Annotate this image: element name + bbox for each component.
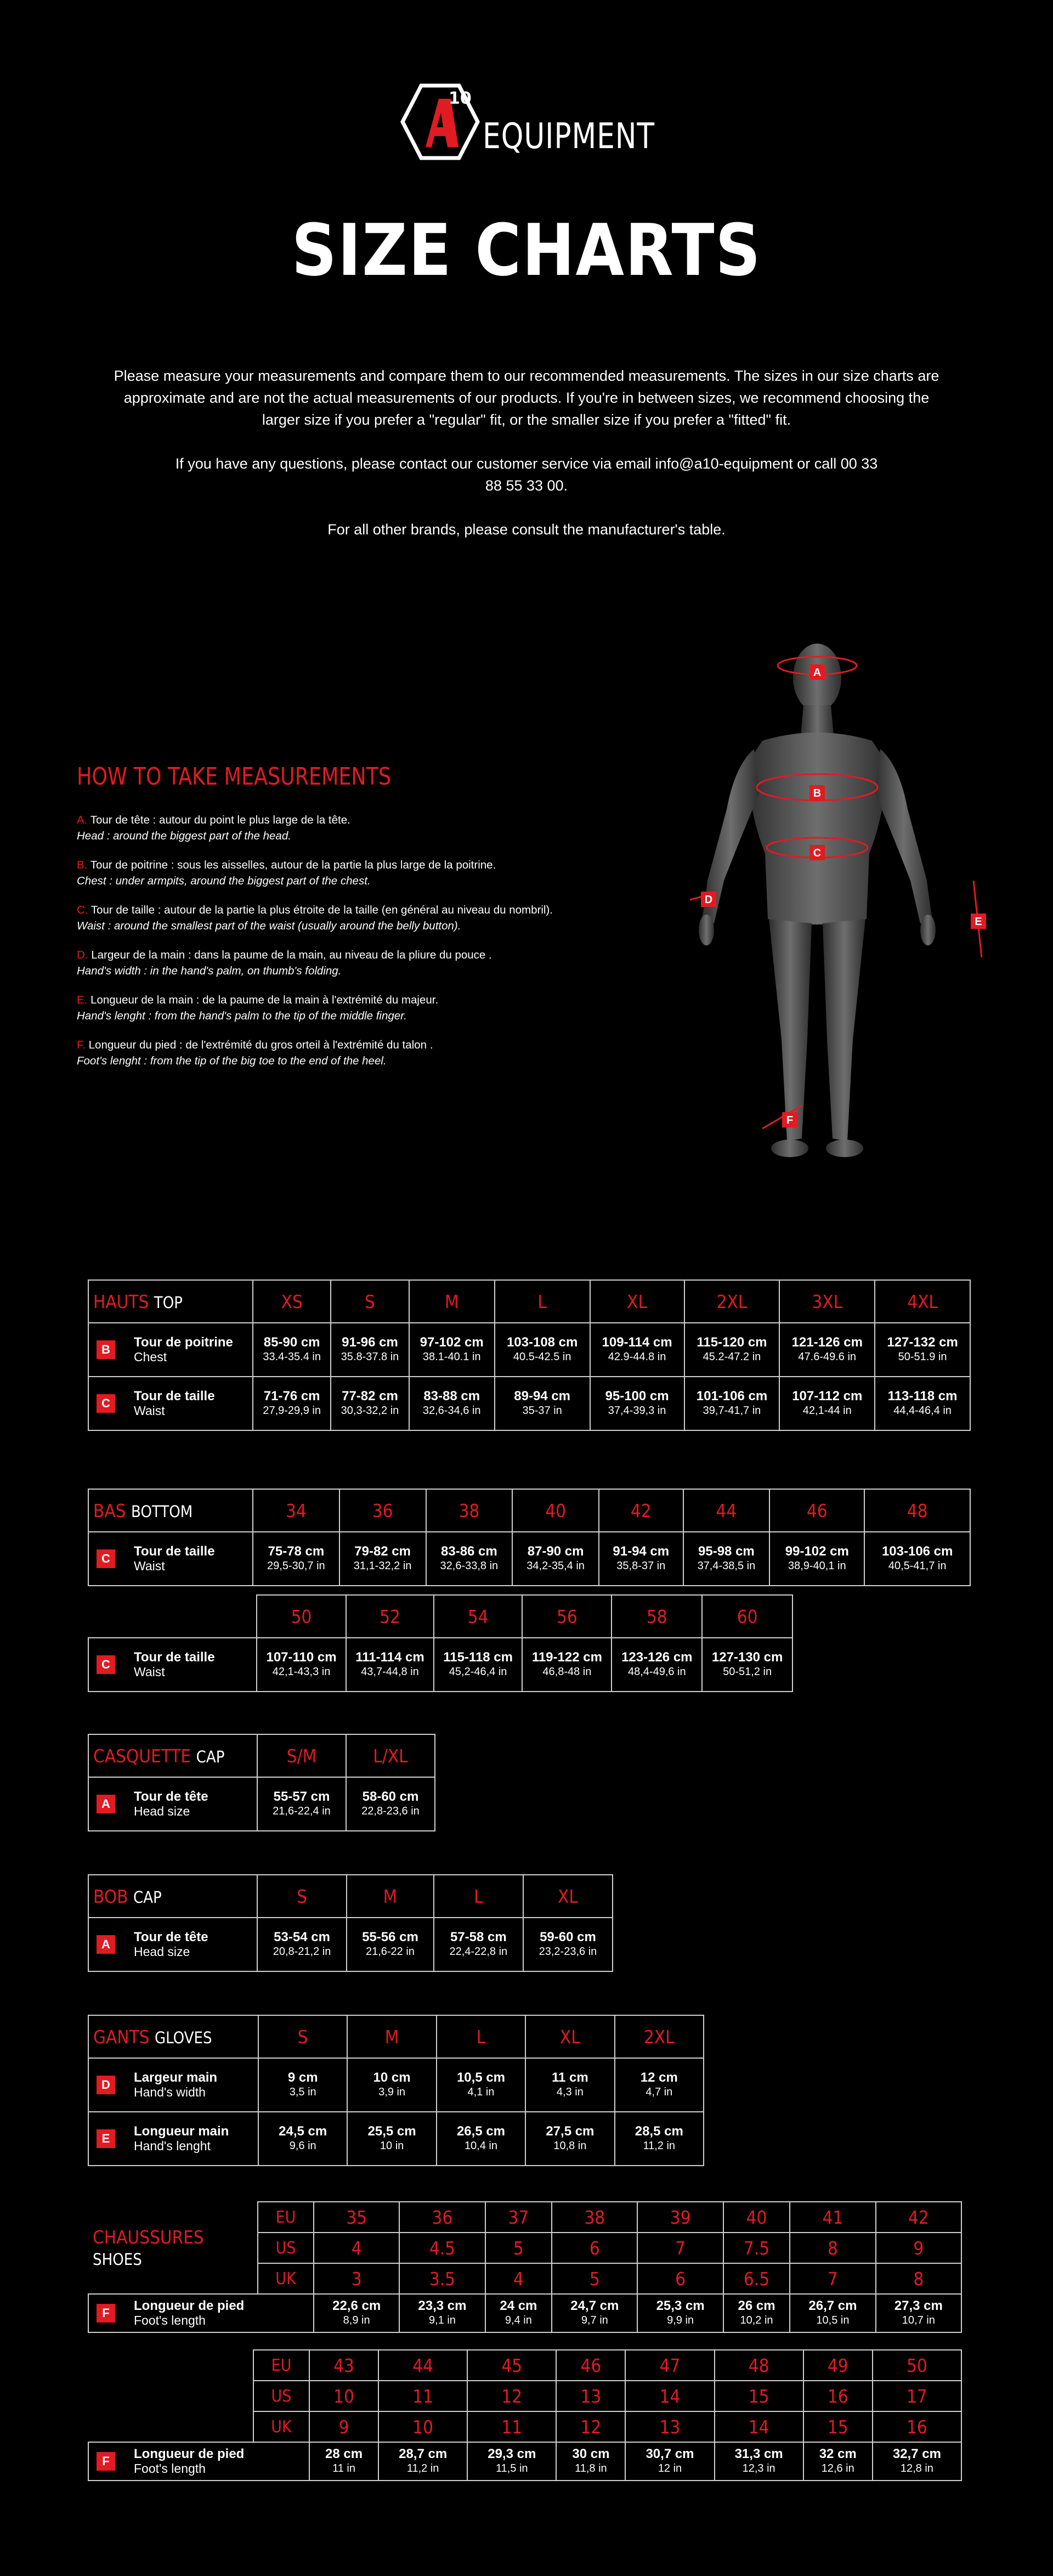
table-header-row [88,1734,435,1777]
size-header: 2XL [615,2015,704,2058]
table-cell: 95-100 cm 37,4-39,3 in [590,1377,684,1430]
table-cell: 123-126 cm 48,4-49,6 in [612,1638,702,1692]
size-header: M [347,2015,436,2058]
table-title-fr: CASQUETTE [93,1745,191,1767]
table-cell: 26,5 cm 10,4 in [437,2112,525,2166]
measurement-badge: C [97,1549,115,1568]
table-cell: 27,3 cm 10,7 in [876,2294,961,2332]
table-cell: 59-60 cm 23,2-23,6 in [523,1918,613,1971]
table-row [88,1532,970,1586]
table-cell: 77-82 cm 30,3-32,2 in [331,1377,409,1430]
size-header: 58 [612,1595,702,1638]
row-label-en: Hand's width [134,2085,206,2099]
size-header: 3XL [779,1280,875,1323]
table-title-fr: BOB [93,1885,128,1907]
table-cell: 113-118 cm 44,4-46,4 in [875,1377,970,1430]
table-cell: 95-98 cm 37,4-38,5 in [683,1532,770,1586]
size-header: L/XL [346,1734,435,1777]
size-header: 54 [434,1595,522,1638]
size-header: 45 [467,2350,556,2381]
table-header-row [88,2350,961,2381]
measurement-key: E. [77,994,88,1006]
region-header-us: US [253,2381,309,2411]
intro-paragraph-1: Please measure your measurements and compare them to our recommended measurements. The sizes in our size charts are approximate and are not the actual measurements of our products. If you're in between sizes, we recommend choosing the larger size if you prefer a "regular" fit, or the smaller size if you prefer a "fitted" fit. [114,368,939,428]
svg-text:A: A [813,667,822,679]
row-label-fr: Tour de poitrine [134,1335,233,1350]
measurement-en: Hand's width : in the hand's palm, on thumb's folding. [77,965,342,977]
size-header: S [258,2015,347,2058]
measurement-badge: C [97,1655,115,1674]
measurement-fr: Tour de taille : autour de la partie la plus étroite de la taille (en général au niveau du nombril). [88,904,553,916]
size-header: 50 [257,1595,346,1638]
size-header: L [437,2015,525,2058]
empty-corner [88,2350,253,2442]
size-header: 36 [339,1489,426,1532]
measurement-en: Head : around the biggest part of the head. [77,830,291,842]
bottoms-size-table [88,1489,971,1586]
size-header: 8 [790,2233,875,2263]
table-cell: 89-94 cm 35-37 in [495,1377,590,1430]
table-title [88,1489,253,1532]
region-header-uk: UK [253,2411,309,2442]
measurements-title: HOW TO TAKE MEASUREMENTS [77,763,392,791]
size-header: 6 [552,2233,637,2263]
measurement-badge: E [97,2129,115,2148]
table-cell: 9 cm 3,5 in [258,2058,347,2112]
table-cell: 115-118 cm 45,2-46,4 in [434,1638,522,1692]
size-header: 7 [637,2233,723,2263]
table-row [88,2058,704,2112]
table-cell: 11 cm 4,3 in [525,2058,614,2112]
measurement-item-d [77,947,680,979]
shoes-size-table-2 [88,2349,962,2481]
table-title-en: CAP [196,1747,225,1766]
row-label-en: Chest [134,1350,167,1364]
size-header: 13 [625,2411,714,2442]
row-label-fr: Tour de taille [134,1389,215,1403]
measurement-item-b [77,857,680,889]
row-label [88,1638,257,1692]
size-header: 40 [512,1489,599,1532]
size-header: 37 [485,2202,552,2233]
size-header: L [434,1875,523,1918]
table-cell: 127-132 cm 50-51.9 in [875,1323,970,1377]
table-title-fr: HAUTS [93,1290,149,1312]
measurement-fr: Longueur de la main : de la paume de la main à l'extrémité du majeur. [87,994,439,1006]
table-cell: 75-78 cm 29,5-30,7 in [253,1532,339,1586]
size-header: 14 [715,2411,803,2442]
table-cell: 87-90 cm 34,2-35,4 in [512,1532,599,1586]
svg-text:B: B [813,787,822,799]
row-label-fr: Largeur main [134,2070,218,2085]
size-header: 4.5 [399,2233,485,2263]
table-cell: 31,3 cm 12,3 in [715,2442,803,2481]
table-cell: 28,5 cm 11,2 in [615,2112,704,2166]
table-cell: 24 cm 9,4 in [485,2294,552,2332]
table-cell: 107-110 cm 42,1-43,3 in [257,1638,346,1692]
table-row [88,2112,704,2166]
size-header: S [257,1875,347,1918]
size-header: 13 [556,2381,625,2411]
measurement-fr: Tour de tête : autour du point le plus large de la tête. [87,814,350,826]
table-title [88,1875,257,1918]
row-label [88,2294,314,2332]
table-cell: 107-112 cm 42,1-44 in [779,1377,875,1430]
table-cell: 30 cm 11,8 in [556,2442,625,2481]
table-cell: 127-130 cm 50-51,2 in [702,1638,792,1692]
row-label-en: Foot's length [134,2461,206,2476]
table-row [88,1918,613,1971]
size-header: 34 [253,1489,339,1532]
size-header: 60 [702,1595,792,1638]
size-header: 46 [769,1489,864,1532]
size-header: 7 [790,2263,875,2294]
table-title [88,2015,258,2058]
size-header: 42 [876,2202,961,2233]
size-header: 10 [378,2411,467,2442]
table-cell: 91-94 cm 35,8-37 in [599,1532,683,1586]
size-header: 9 [876,2233,961,2263]
svg-text:F: F [786,1114,794,1126]
table-title-en: BOTTOM [131,1502,193,1521]
table-cell: 55-56 cm 21,6-22 in [347,1918,434,1971]
measurement-badge: C [97,1394,115,1413]
table-cell: 30,7 cm 12 in [625,2442,714,2481]
size-header: 6 [637,2263,723,2294]
table-cell: 26 cm 10,2 in [723,2294,790,2332]
size-header: 43 [309,2350,378,2381]
table-header-row [88,1875,613,1918]
table-title-fr: CHAUSSURES [93,2226,204,2248]
table-cell: 12 cm 4,7 in [615,2058,704,2112]
measurement-key: F. [77,1039,86,1051]
row-label-fr: Longueur main [134,2124,229,2139]
size-header: 44 [683,1489,770,1532]
table-cell: 10 cm 3,9 in [347,2058,436,2112]
size-header: 2XL [684,1280,780,1323]
size-header: S [331,1280,409,1323]
table-row [88,1638,792,1692]
table-title-en: SHOES [93,2250,142,2269]
row-label-fr: Tour de tête [134,1789,208,1804]
table-title-en: GLOVES [154,2028,212,2047]
size-header: 8 [876,2263,961,2294]
measurement-fr: Largeur de la main : dans la paume de la main, au niveau de la pliure du pouce . [88,949,492,961]
size-header: 3.5 [399,2263,485,2294]
measurement-item-c [77,902,680,934]
size-header: 49 [803,2350,873,2381]
table-cell: 29,3 cm 11,5 in [467,2442,556,2481]
table-cell: 111-114 cm 43,7-44,8 in [346,1638,434,1692]
table-cell: 103-106 cm 40,5-41,7 in [864,1532,970,1586]
row-label [88,2442,309,2481]
table-header-row [88,2202,961,2233]
table-header-row [88,1280,970,1323]
region-header-us: US [258,2233,314,2263]
measurement-item-a [77,812,680,844]
row-label [88,1377,253,1430]
measurement-item-e [77,992,680,1024]
row-label-fr: Longueur de pied [134,2298,245,2313]
size-header: XL [525,2015,614,2058]
size-header: 38 [426,1489,513,1532]
row-label [88,1323,253,1377]
table-cell: 97-102 cm 38.1-40.1 in [409,1323,495,1377]
table-title [88,2202,258,2294]
size-header: 40 [723,2202,790,2233]
size-header: 48 [864,1489,970,1532]
row-label-fr: Tour de taille [134,1544,215,1559]
measurement-key: A. [77,814,88,826]
table-row [88,1323,970,1377]
size-header: 16 [803,2381,873,2411]
measurement-badge: F [97,2304,115,2323]
row-label [88,2058,258,2112]
table-cell: 99-102 cm 38,9-40,1 in [769,1532,864,1586]
table-title [88,1734,257,1777]
size-header: 4 [314,2233,399,2263]
table-title-fr: GANTS [93,2026,150,2048]
table-title-fr: BAS [93,1500,126,1521]
size-header: 4XL [875,1280,970,1323]
bottoms-size-table-2 [88,1594,793,1692]
table-cell: 23,3 cm 9,1 in [399,2294,485,2332]
size-header: 16 [873,2411,961,2442]
table-cell: 57-58 cm 22,4-22,8 in [434,1918,523,1971]
measurement-badge: A [97,1795,115,1813]
size-header: S/M [257,1734,346,1777]
table-cell: 26,7 cm 10,5 in [790,2294,875,2332]
svg-text:D: D [704,894,713,906]
size-header: 12 [556,2411,625,2442]
measurement-en: Chest : under armpits, around the biggest part of the chest. [77,875,371,887]
table-cell: 25,5 cm 10 in [347,2112,436,2166]
region-header-eu: EU [253,2350,309,2381]
row-label [88,2112,258,2166]
size-header: 50 [873,2350,961,2381]
size-header: 15 [803,2411,873,2442]
row-label-en: Waist [134,1403,165,1418]
row-label-en: Hand's lenght [134,2139,211,2153]
row-label-fr: Tour de tête [134,1930,208,1944]
size-header: 7.5 [723,2233,790,2263]
cap-size-table [88,1734,435,1831]
table-row [88,1777,435,1831]
table-cell: 115-120 cm 45.2-47.2 in [684,1323,780,1377]
logo-wordmark: EQUIPMENT [483,116,655,157]
size-header: 3 [314,2263,399,2294]
row-label-en: Head size [134,1944,190,1959]
svg-text:E: E [975,916,982,928]
measurement-en: Foot's lenght : from the tip of the big toe to the end of the heel. [77,1055,387,1067]
size-header: 14 [625,2381,714,2411]
row-label-en: Waist [134,1665,165,1679]
measurement-en: Hand's lenght : from the hand's palm to the tip of the middle finger. [77,1010,407,1022]
page-title: SIZE CHARTS [291,208,762,292]
table-cell: 28 cm 11 in [309,2442,378,2481]
human-figure-illustration [653,623,1004,1204]
size-header: 38 [552,2202,637,2233]
region-header-eu: EU [258,2202,314,2233]
table-cell: 24,5 cm 9,6 in [258,2112,347,2166]
row-label-en: Head size [134,1804,190,1818]
measurement-key: C. [77,904,88,916]
size-header: 44 [378,2350,467,2381]
table-cell: 55-57 cm 21,6-22,4 in [257,1777,346,1831]
tops-size-table [88,1279,971,1431]
shoes-size-table [88,2201,962,2333]
size-header: 52 [346,1595,434,1638]
row-label [88,1777,257,1831]
measurement-item-f [77,1037,680,1069]
measurement-fr: Longueur du pied : de l'extrémité du gros orteil à l'extrémité du talon . [85,1039,433,1051]
row-label-fr: Tour de taille [134,1650,215,1665]
row-label-en: Waist [134,1559,165,1573]
table-cell: 10,5 cm 4,1 in [437,2058,525,2112]
size-header: 15 [715,2381,803,2411]
size-header: 11 [378,2381,467,2411]
table-cell: 32,7 cm 12,8 in [873,2442,961,2481]
table-row [88,2294,961,2332]
table-title-en: CAP [133,1887,162,1907]
table-title [88,1280,253,1323]
svg-text:C: C [813,847,822,859]
empty-corner [88,1595,257,1638]
size-header: 56 [522,1595,612,1638]
size-header: 5 [485,2233,552,2263]
table-cell: 79-82 cm 31,1-32,2 in [339,1532,426,1586]
size-header: 35 [314,2202,399,2233]
measurement-en: Waist : around the smallest part of the waist (usually around the belly button). [77,920,461,932]
intro-paragraph-2: If you have any questions, please contact our customer service via email info@a10-equipment or call 00 33 88 55 33 00. [175,455,878,494]
size-header: XL [523,1875,613,1918]
table-cell: 53-54 cm 20,8-21,2 in [257,1918,347,1971]
table-cell: 83-86 cm 32,6-33,8 in [426,1532,513,1586]
row-label-fr: Longueur de pied [134,2447,245,2461]
size-header: 42 [599,1489,683,1532]
table-cell: 101-106 cm 39,7-41,7 in [684,1377,780,1430]
measurement-badge: B [97,1340,115,1359]
row-label [88,1532,253,1586]
size-header: M [409,1280,495,1323]
measurement-badge: F [97,2452,115,2471]
measurement-badge: A [97,1935,115,1954]
size-header: 4 [485,2263,552,2294]
region-header-uk: UK [258,2263,314,2294]
logo-superscript: 10 [449,89,472,108]
size-header: 17 [873,2381,961,2411]
size-header: 47 [625,2350,714,2381]
table-cell: 58-60 cm 22,8-23,6 in [346,1777,435,1831]
size-header: L [495,1280,590,1323]
table-cell: 103-108 cm 40.5-42.5 in [495,1323,590,1377]
size-header: 48 [715,2350,803,2381]
size-header: 36 [399,2202,485,2233]
size-header: 11 [467,2411,556,2442]
table-cell: 121-126 cm 47.6-49.6 in [779,1323,875,1377]
table-row [88,1377,970,1430]
size-header: XS [253,1280,331,1323]
size-header: 39 [637,2202,723,2233]
table-cell: 24,7 cm 9,7 in [552,2294,637,2332]
size-header: 41 [790,2202,875,2233]
brand-logo [400,82,653,162]
size-header: M [347,1875,434,1918]
measurement-fr: Tour de poitrine : sous les aisselles, autour de la partie la plus large de la poitrine. [87,859,496,871]
intro-paragraph-3: For all other brands, please consult the manufacturer's table. [327,521,726,538]
size-header: 10 [309,2381,378,2411]
table-cell: 91-96 cm 35.8-37.8 in [331,1323,409,1377]
table-cell: 109-114 cm 42.9-44.8 in [590,1323,684,1377]
size-header: 12 [467,2381,556,2411]
table-cell: 28,7 cm 11,2 in [378,2442,467,2481]
table-cell: 27,5 cm 10,8 in [525,2112,614,2166]
table-header-row [88,1489,970,1532]
size-header: 5 [552,2263,637,2294]
row-label-en: Foot's length [134,2313,206,2327]
table-cell: 32 cm 12,6 in [803,2442,873,2481]
row-label [88,1918,257,1971]
table-row [88,2442,961,2481]
size-header: 46 [556,2350,625,2381]
bob-size-table [88,1874,613,1972]
table-cell: 22,6 cm 8,9 in [314,2294,399,2332]
table-cell: 119-122 cm 46,8-48 in [522,1638,612,1692]
table-cell: 85-90 cm 33.4-35.4 in [253,1323,331,1377]
size-header: 9 [309,2411,378,2442]
size-header: XL [590,1280,684,1323]
table-cell: 25,3 cm 9,9 in [637,2294,723,2332]
gloves-size-table [88,2015,704,2166]
measurement-badge: D [97,2076,115,2094]
measurement-key: B. [77,859,88,871]
table-header-row [88,1595,792,1638]
table-cell: 71-76 cm 27,9-29,9 in [253,1377,331,1430]
table-cell: 83-88 cm 32,6-34,6 in [409,1377,495,1430]
measurement-key: D. [77,949,88,961]
size-header: 6.5 [723,2263,790,2294]
table-title-en: TOP [154,1293,183,1312]
table-header-row [88,2015,704,2058]
